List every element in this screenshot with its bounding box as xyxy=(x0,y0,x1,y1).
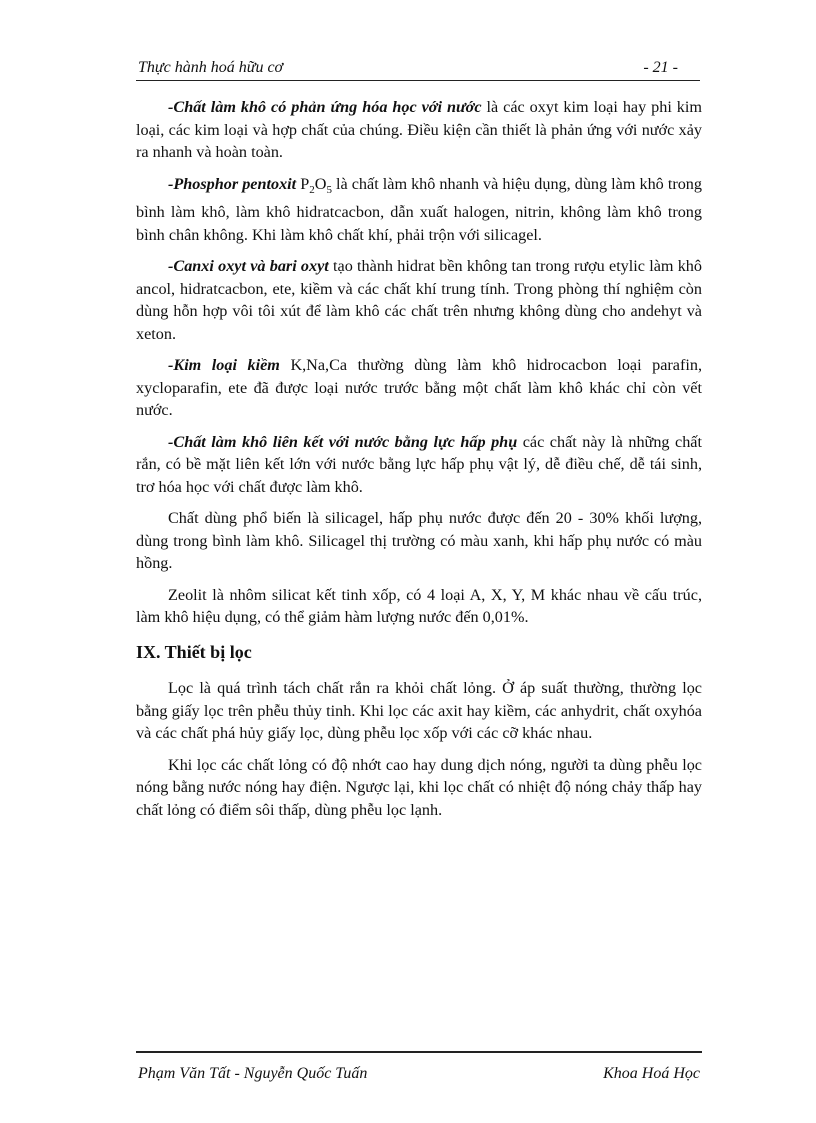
paragraph-lead: -Chất làm khô liên kết với nước bằng lực hấp phụ xyxy=(168,432,518,451)
paragraph-canxi-oxyt xyxy=(136,255,702,345)
paragraph-phosphor-pentoxit xyxy=(136,173,702,247)
paragraph-hot-filtering: Khi lọc các chất lỏng có độ nhớt cao hay dung dịch nóng, người ta dùng phễu lọc nóng bằng nước nóng hay điện. Ngược lại, khi lọc chất có nhiệt độ nóng chảy thấp hay chất lỏng có điểm sôi thấp, dùng phễu lọc lạnh. xyxy=(136,755,702,819)
paragraph-text: các chất này là những chất rắn, có bề mặt liên kết lớn với nước bằng lực hấp phụ vật lý, dễ điều chế, dễ tái sinh, trơ hóa học với chất được làm khô. xyxy=(136,432,702,496)
paragraph-text: K,Na,Ca thường dùng làm khô hidrocacbon loại parafin, xycloparafin, ete đã được loại nước trước bằng một chất làm khô khác chỉ còn vết nước. xyxy=(136,356,703,420)
paragraph-text: tạo thành hidrat bền không tan trong rượu etylic làm khô ancol, hidratcacbon, ete, kiềm và các chất khí trung tính. Trong phòng thí nghiệm còn dùng hỗn hợp vôi tôi xút để làm khô các chất trên nhưng không dùng cho andehyt và xeton. xyxy=(136,257,702,343)
page-header xyxy=(136,58,700,81)
page-footer xyxy=(136,1051,702,1083)
footer-authors: Phạm Văn Tất - Nguyễn Quốc Tuấn xyxy=(138,1065,368,1082)
paragraph-text: là chất làm khô nhanh và hiệu dụng, dùng làm khô trong bình làm khô, làm khô hidratcacbon, dẫn xuất halogen, nitrin, không làm khô trong bình chân không. Khi làm khô chất khí, phải trộn với silicagel. xyxy=(136,174,702,244)
paragraph-silicagel: Chất dùng phổ biến là silicagel, hấp phụ nước được đến 20 - 30% khối lượng, dùng trong bình làm khô. Silicagel thị trường có màu xanh, khi hấp phụ nước có màu hồng. xyxy=(136,509,702,573)
section-heading: IX. Thiết bị lọc xyxy=(136,641,252,662)
paragraph-lead: -Phosphor pentoxit xyxy=(168,174,297,193)
paragraph-adsorption-desiccant xyxy=(136,431,702,499)
footer-department: Khoa Hoá Học xyxy=(603,1065,700,1082)
header-title: Thực hành hoá hữu cơ xyxy=(138,59,284,76)
paragraph-zeolit: Zeolit là nhôm silicat kết tinh xốp, có 4 loại A, X, Y, M khác nhau về cấu trúc, làm khô hiệu dụng, có thể giảm hàm lượng nước đến 0,01%. xyxy=(136,585,702,627)
paragraph-lead: -Kim loại kiềm xyxy=(168,356,280,375)
paragraph-reactive-desiccant xyxy=(136,96,702,164)
paragraph-text: là các oxyt kim loại hay phi kim loại, các kim loại và hợp chất của chúng. Điều kiện cần thiết là phản ứng với nước xảy ra nhanh và hoàn toàn. xyxy=(136,98,702,161)
paragraph-lead: -Chất làm khô có phản ứng hóa học với nước xyxy=(168,98,482,116)
page-number: - 21 - xyxy=(643,59,678,76)
paragraph-filtering: Lọc là quá trình tách chất rắn ra khỏi chất lỏng. Ở áp suất thường, thường lọc bằng giấy lọc trên phễu thủy tinh. Khi lọc các axit hay kiềm, các anhydrit, chất oxyhóa và các chất phá hủy giấy lọc, dùng phễu lọc xốp với các cỡ khác nhau. xyxy=(136,679,702,743)
formula-sub-2: 2 xyxy=(309,183,315,196)
formula-sub-5: 5 xyxy=(326,183,332,196)
paragraph-lead: -Canxi oxyt và bari oxyt xyxy=(168,257,329,276)
paragraph-kim-loai-kiem xyxy=(136,354,702,422)
page-body xyxy=(136,96,702,830)
formula-p: P xyxy=(300,174,310,193)
formula-o: O xyxy=(314,174,327,193)
